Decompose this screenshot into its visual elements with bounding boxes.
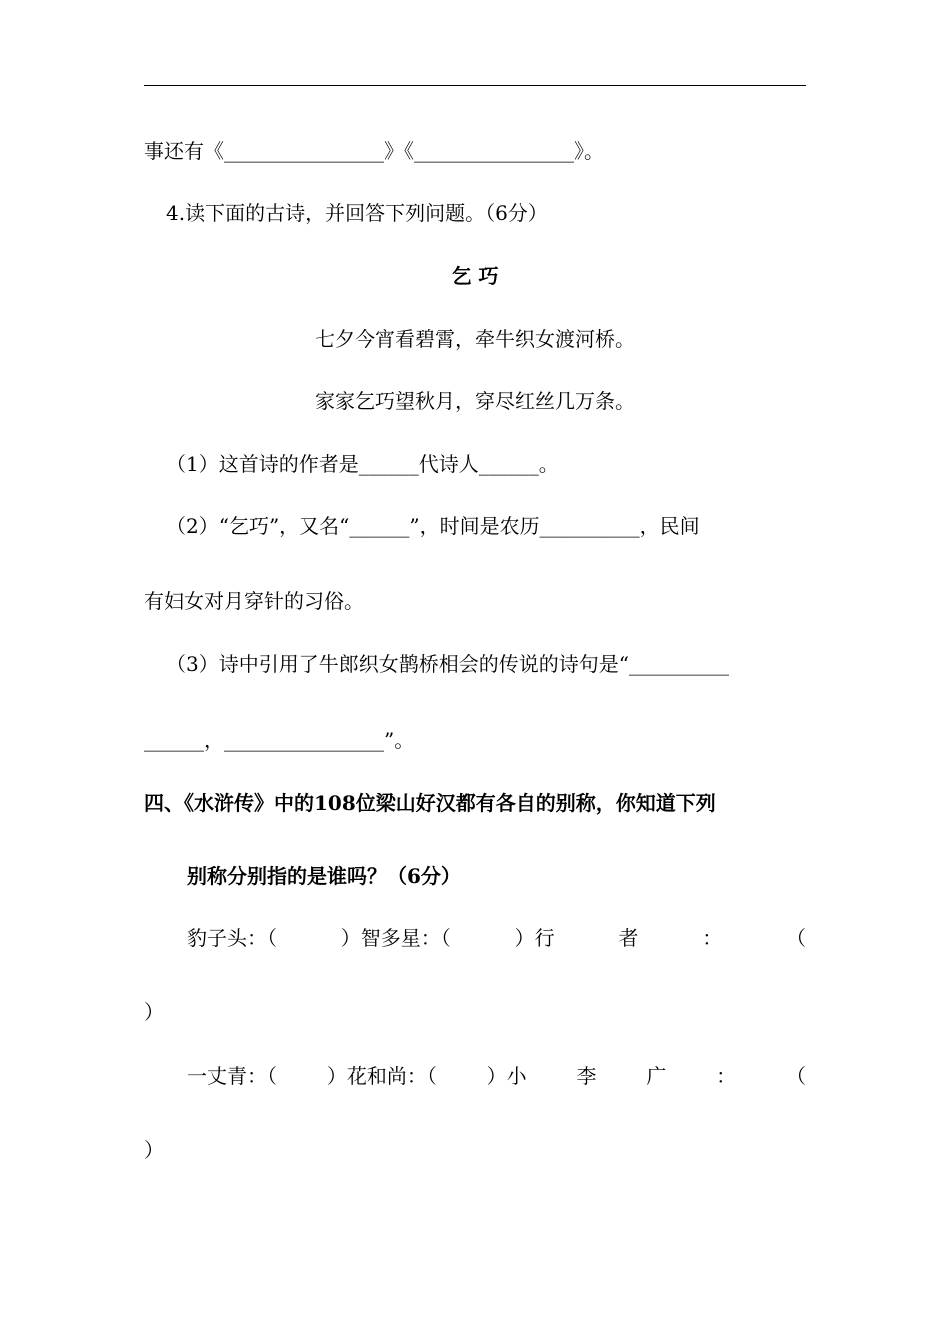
section-4-heading-line-1: 四、《水浒传》中的108位梁山好汉都有各自的别称，你知道下列 (144, 791, 716, 815)
nickname-yizhangqing: 一丈青：（ (187, 1064, 277, 1088)
sub-question-1: （1）这首诗的作者是______代诗人______。 (166, 452, 559, 476)
nickname-xingzhe-colon: ： (702, 926, 723, 950)
nickname-xiaoliguang-1: ）小 (486, 1064, 527, 1088)
question-4-heading: 4.读下面的古诗，并回答下列问题。（6分） (166, 201, 548, 225)
nickname-xingzhe-paren: （ (785, 926, 806, 950)
sub-question-3-line-2: ______，________________”。 (144, 728, 415, 752)
poem-line-1: 七夕今宵看碧霄，牵牛织女渡河桥。 (315, 327, 635, 351)
header-rule (144, 85, 806, 86)
poem-title: 乞 巧 (451, 264, 499, 288)
sub-question-2-line-2: 有妇女对月穿针的习俗。 (144, 589, 364, 613)
nickname-row-2-close: ） (144, 1138, 164, 1162)
nickname-xingzhe-1: ）行 (514, 926, 555, 950)
nickname-xiaoliguang-3: 广 (646, 1064, 667, 1088)
nickname-xiaoliguang-paren: （ (785, 1064, 806, 1088)
nickname-zhiduoxing: ）智多星：（ (340, 926, 451, 950)
section-4-heading-line-2: 别称分别指的是谁吗？（6分） (187, 864, 461, 888)
fill-in-line-books: 事还有《________________》《________________》。 (144, 139, 604, 163)
sub-question-3-line-1: （3）诗中引用了牛郎织女鹊桥相会的传说的诗句是“__________ (166, 652, 729, 676)
nickname-xiaoliguang-2: 李 (576, 1064, 597, 1088)
nickname-row-1-close: ） (144, 1000, 164, 1024)
nickname-huaheshang: ）花和尚：（ (326, 1064, 437, 1088)
nickname-xiaoliguang-colon: ： (716, 1064, 737, 1088)
poem-line-2: 家家乞巧望秋月，穿尽红丝几万条。 (315, 389, 635, 413)
nickname-row-1 (187, 924, 806, 952)
sub-question-2-line-1: （2）“乞巧”，又名“______”，时间是农历__________，民间 (166, 514, 700, 538)
nickname-baozitou: 豹子头：（ (187, 926, 277, 950)
nickname-row-2 (187, 1062, 806, 1090)
nickname-xingzhe-2: 者 (618, 926, 639, 950)
